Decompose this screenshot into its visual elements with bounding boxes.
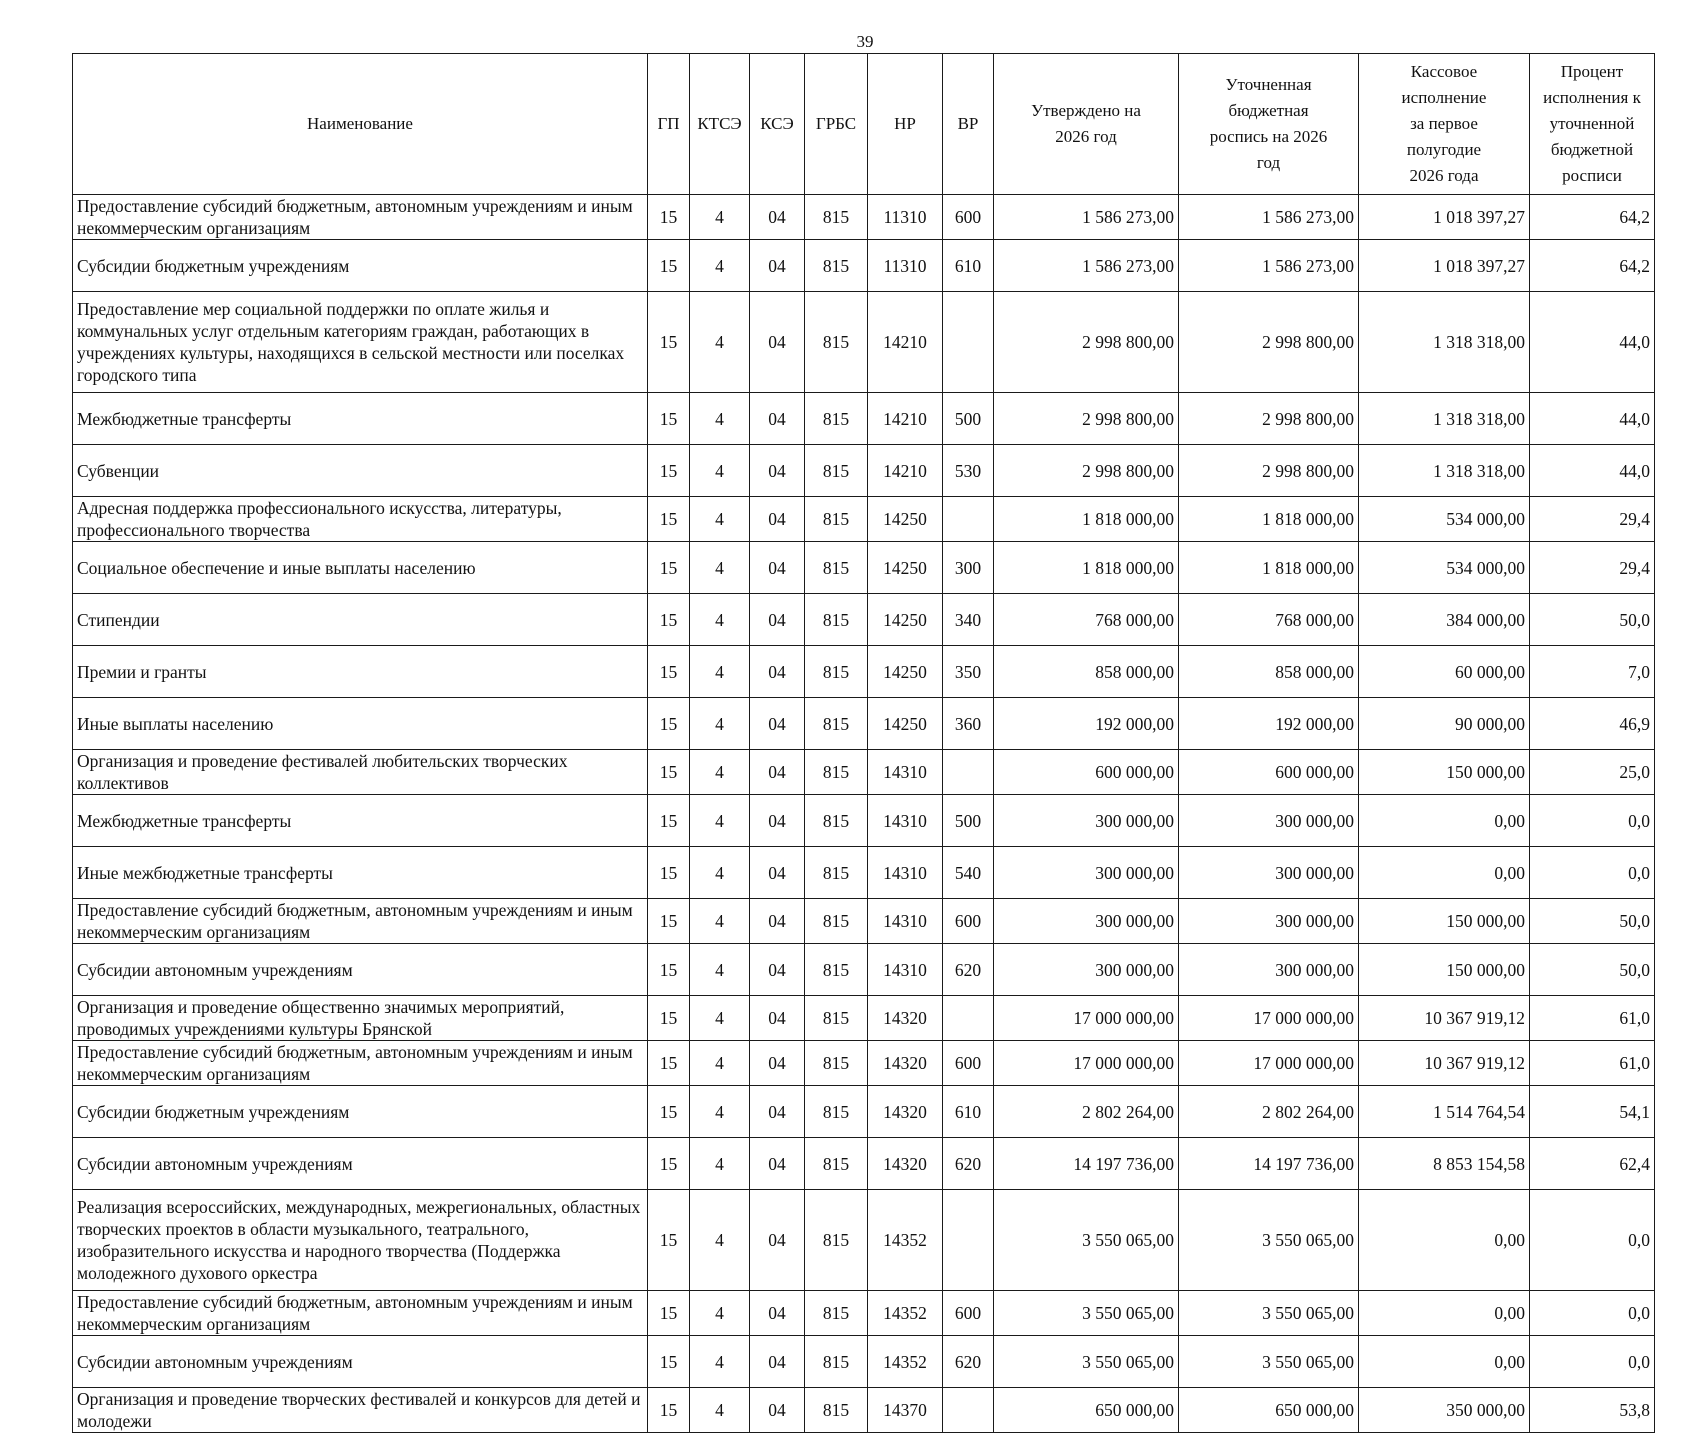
cell-np: 14310 <box>868 899 943 944</box>
cell-ktse: 4 <box>690 646 750 698</box>
cell-ktse: 4 <box>690 1041 750 1086</box>
cell-ktse: 4 <box>690 698 750 750</box>
cell-kse: 04 <box>750 393 805 445</box>
cell-vr <box>943 750 994 795</box>
cell-kse: 04 <box>750 542 805 594</box>
table-row <box>73 292 1655 393</box>
cell-ktse: 4 <box>690 1336 750 1388</box>
cell-percent: 0,0 <box>1530 1336 1655 1388</box>
cell-cash: 534 000,00 <box>1359 497 1530 542</box>
cell-ktse: 4 <box>690 445 750 497</box>
cell-ktse: 4 <box>690 1190 750 1291</box>
cell-ktse: 4 <box>690 1291 750 1336</box>
cell-percent: 61,0 <box>1530 996 1655 1041</box>
table-row <box>73 1190 1655 1291</box>
cell-grbs: 815 <box>805 542 868 594</box>
cell-name: Премии и гранты <box>73 646 648 698</box>
cell-gp: 15 <box>648 240 690 292</box>
cell-ktse: 4 <box>690 240 750 292</box>
table-row <box>73 750 1655 795</box>
header-kse: КСЭ <box>750 54 805 195</box>
cell-kse: 04 <box>750 698 805 750</box>
cell-grbs: 815 <box>805 646 868 698</box>
cell-ktse: 4 <box>690 847 750 899</box>
cell-refined: 2 802 264,00 <box>1179 1086 1359 1138</box>
cell-approved: 2 802 264,00 <box>994 1086 1179 1138</box>
header-vr: ВР <box>943 54 994 195</box>
cell-refined: 650 000,00 <box>1179 1388 1359 1433</box>
cell-kse: 04 <box>750 240 805 292</box>
header-np: НР <box>868 54 943 195</box>
cell-gp: 15 <box>648 497 690 542</box>
cell-np: 14370 <box>868 1388 943 1433</box>
cell-vr: 340 <box>943 594 994 646</box>
cell-gp: 15 <box>648 646 690 698</box>
cell-cash: 150 000,00 <box>1359 899 1530 944</box>
cell-refined: 768 000,00 <box>1179 594 1359 646</box>
cell-cash: 0,00 <box>1359 847 1530 899</box>
cell-approved: 768 000,00 <box>994 594 1179 646</box>
budget-table <box>72 53 1655 1433</box>
cell-percent: 25,0 <box>1530 750 1655 795</box>
table-row <box>73 996 1655 1041</box>
cell-np: 14320 <box>868 996 943 1041</box>
cell-np: 14210 <box>868 393 943 445</box>
cell-cash: 1 018 397,27 <box>1359 240 1530 292</box>
cell-vr: 500 <box>943 393 994 445</box>
cell-approved: 300 000,00 <box>994 847 1179 899</box>
cell-percent: 50,0 <box>1530 944 1655 996</box>
cell-gp: 15 <box>648 445 690 497</box>
cell-np: 14310 <box>868 944 943 996</box>
table-row <box>73 497 1655 542</box>
cell-cash: 150 000,00 <box>1359 750 1530 795</box>
cell-vr <box>943 996 994 1041</box>
table-row <box>73 240 1655 292</box>
cell-np: 11310 <box>868 195 943 240</box>
cell-cash: 1 514 764,54 <box>1359 1086 1530 1138</box>
cell-cash: 534 000,00 <box>1359 542 1530 594</box>
header-gp: ГП <box>648 54 690 195</box>
cell-np: 14250 <box>868 646 943 698</box>
cell-percent: 50,0 <box>1530 899 1655 944</box>
cell-percent: 46,9 <box>1530 698 1655 750</box>
cell-approved: 17 000 000,00 <box>994 1041 1179 1086</box>
cell-vr <box>943 292 994 393</box>
cell-name: Организация и проведение фестивалей любительских творческих коллективов <box>73 750 648 795</box>
cell-cash: 1 318 318,00 <box>1359 292 1530 393</box>
cell-kse: 04 <box>750 1291 805 1336</box>
cell-name: Адресная поддержка профессионального искусства, литературы, профессионального творчества <box>73 497 648 542</box>
header-approved: Утверждено на 2026 год <box>994 54 1179 195</box>
cell-vr <box>943 1190 994 1291</box>
cell-np: 14320 <box>868 1086 943 1138</box>
cell-refined: 300 000,00 <box>1179 795 1359 847</box>
table-row <box>73 195 1655 240</box>
cell-percent: 61,0 <box>1530 1041 1655 1086</box>
cell-cash: 0,00 <box>1359 1336 1530 1388</box>
cell-ktse: 4 <box>690 1086 750 1138</box>
cell-name: Реализация всероссийских, международных, межрегиональных, областных творческих проектов в области музыкального, театрального, изобразительного искусства и народного творчества (Поддержка молодежного духового оркестра <box>73 1190 648 1291</box>
cell-np: 14250 <box>868 497 943 542</box>
table-row <box>73 542 1655 594</box>
table-row <box>73 445 1655 497</box>
cell-kse: 04 <box>750 497 805 542</box>
cell-grbs: 815 <box>805 698 868 750</box>
cell-cash: 1 318 318,00 <box>1359 445 1530 497</box>
cell-vr: 540 <box>943 847 994 899</box>
cell-np: 14320 <box>868 1041 943 1086</box>
cell-np: 14310 <box>868 847 943 899</box>
cell-approved: 1 586 273,00 <box>994 240 1179 292</box>
table-row <box>73 646 1655 698</box>
cell-cash: 0,00 <box>1359 1291 1530 1336</box>
cell-np: 14250 <box>868 594 943 646</box>
cell-refined: 2 998 800,00 <box>1179 393 1359 445</box>
cell-name: Иные выплаты населению <box>73 698 648 750</box>
cell-ktse: 4 <box>690 795 750 847</box>
table-row <box>73 944 1655 996</box>
cell-name: Социальное обеспечение и иные выплаты населению <box>73 542 648 594</box>
cell-percent: 62,4 <box>1530 1138 1655 1190</box>
cell-grbs: 815 <box>805 292 868 393</box>
cell-approved: 600 000,00 <box>994 750 1179 795</box>
cell-gp: 15 <box>648 996 690 1041</box>
cell-approved: 1 586 273,00 <box>994 195 1179 240</box>
cell-vr: 610 <box>943 1086 994 1138</box>
cell-refined: 3 550 065,00 <box>1179 1336 1359 1388</box>
cell-vr: 610 <box>943 240 994 292</box>
cell-vr: 600 <box>943 899 994 944</box>
cell-percent: 64,2 <box>1530 195 1655 240</box>
cell-cash: 60 000,00 <box>1359 646 1530 698</box>
cell-ktse: 4 <box>690 393 750 445</box>
cell-ktse: 4 <box>690 497 750 542</box>
cell-approved: 17 000 000,00 <box>994 996 1179 1041</box>
table-row <box>73 698 1655 750</box>
cell-grbs: 815 <box>805 1291 868 1336</box>
cell-cash: 350 000,00 <box>1359 1388 1530 1433</box>
cell-vr: 350 <box>943 646 994 698</box>
cell-refined: 17 000 000,00 <box>1179 996 1359 1041</box>
cell-cash: 10 367 919,12 <box>1359 996 1530 1041</box>
cell-approved: 300 000,00 <box>994 899 1179 944</box>
cell-cash: 0,00 <box>1359 1190 1530 1291</box>
cell-kse: 04 <box>750 795 805 847</box>
cell-cash: 8 853 154,58 <box>1359 1138 1530 1190</box>
cell-grbs: 815 <box>805 750 868 795</box>
cell-vr: 360 <box>943 698 994 750</box>
cell-name: Межбюджетные трансферты <box>73 393 648 445</box>
cell-vr <box>943 497 994 542</box>
cell-kse: 04 <box>750 1138 805 1190</box>
cell-percent: 54,1 <box>1530 1086 1655 1138</box>
cell-vr: 600 <box>943 1041 994 1086</box>
cell-name: Субсидии бюджетным учреждениям <box>73 240 648 292</box>
cell-percent: 29,4 <box>1530 497 1655 542</box>
cell-gp: 15 <box>648 795 690 847</box>
cell-ktse: 4 <box>690 1388 750 1433</box>
cell-grbs: 815 <box>805 1190 868 1291</box>
cell-approved: 300 000,00 <box>994 944 1179 996</box>
table-row <box>73 1291 1655 1336</box>
cell-vr: 620 <box>943 1336 994 1388</box>
cell-approved: 2 998 800,00 <box>994 393 1179 445</box>
cell-approved: 3 550 065,00 <box>994 1336 1179 1388</box>
cell-grbs: 815 <box>805 996 868 1041</box>
cell-grbs: 815 <box>805 1388 868 1433</box>
cell-approved: 3 550 065,00 <box>994 1291 1179 1336</box>
cell-grbs: 815 <box>805 195 868 240</box>
cell-np: 14250 <box>868 698 943 750</box>
cell-kse: 04 <box>750 1388 805 1433</box>
table-row <box>73 594 1655 646</box>
cell-name: Предоставление субсидий бюджетным, автономным учреждениям и иным некоммерческим организациям <box>73 195 648 240</box>
cell-kse: 04 <box>750 292 805 393</box>
cell-refined: 192 000,00 <box>1179 698 1359 750</box>
cell-vr: 620 <box>943 1138 994 1190</box>
cell-percent: 0,0 <box>1530 1291 1655 1336</box>
cell-gp: 15 <box>648 1138 690 1190</box>
cell-cash: 384 000,00 <box>1359 594 1530 646</box>
cell-gp: 15 <box>648 292 690 393</box>
cell-name: Иные межбюджетные трансферты <box>73 847 648 899</box>
cell-gp: 15 <box>648 1291 690 1336</box>
cell-grbs: 815 <box>805 795 868 847</box>
cell-kse: 04 <box>750 996 805 1041</box>
cell-np: 14320 <box>868 1138 943 1190</box>
header-percent: Процент исполнения к уточненной бюджетной росписи <box>1530 54 1655 195</box>
cell-percent: 64,2 <box>1530 240 1655 292</box>
cell-kse: 04 <box>750 1041 805 1086</box>
header-ktse: КТСЭ <box>690 54 750 195</box>
cell-kse: 04 <box>750 646 805 698</box>
cell-percent: 44,0 <box>1530 393 1655 445</box>
cell-vr <box>943 1388 994 1433</box>
cell-grbs: 815 <box>805 240 868 292</box>
cell-ktse: 4 <box>690 195 750 240</box>
cell-gp: 15 <box>648 847 690 899</box>
cell-vr: 300 <box>943 542 994 594</box>
cell-ktse: 4 <box>690 750 750 795</box>
cell-np: 14352 <box>868 1336 943 1388</box>
cell-kse: 04 <box>750 195 805 240</box>
cell-refined: 1 586 273,00 <box>1179 195 1359 240</box>
cell-kse: 04 <box>750 899 805 944</box>
cell-gp: 15 <box>648 698 690 750</box>
cell-grbs: 815 <box>805 1041 868 1086</box>
cell-approved: 2 998 800,00 <box>994 445 1179 497</box>
cell-gp: 15 <box>648 594 690 646</box>
cell-grbs: 815 <box>805 594 868 646</box>
cell-gp: 15 <box>648 1336 690 1388</box>
cell-approved: 1 818 000,00 <box>994 542 1179 594</box>
cell-grbs: 815 <box>805 1336 868 1388</box>
cell-np: 14352 <box>868 1291 943 1336</box>
cell-cash: 10 367 919,12 <box>1359 1041 1530 1086</box>
cell-name: Субсидии автономным учреждениям <box>73 944 648 996</box>
cell-np: 11310 <box>868 240 943 292</box>
cell-vr: 530 <box>943 445 994 497</box>
cell-refined: 600 000,00 <box>1179 750 1359 795</box>
table-row <box>73 393 1655 445</box>
cell-np: 14352 <box>868 1190 943 1291</box>
cell-refined: 1 586 273,00 <box>1179 240 1359 292</box>
cell-name: Предоставление субсидий бюджетным, автономным учреждениям и иным некоммерческим организациям <box>73 899 648 944</box>
cell-refined: 858 000,00 <box>1179 646 1359 698</box>
cell-np: 14250 <box>868 542 943 594</box>
cell-name: Предоставление субсидий бюджетным, автономным учреждениям и иным некоммерческим организациям <box>73 1291 648 1336</box>
cell-refined: 17 000 000,00 <box>1179 1041 1359 1086</box>
cell-grbs: 815 <box>805 944 868 996</box>
cell-gp: 15 <box>648 1086 690 1138</box>
cell-grbs: 815 <box>805 497 868 542</box>
cell-gp: 15 <box>648 195 690 240</box>
cell-approved: 1 818 000,00 <box>994 497 1179 542</box>
cell-ktse: 4 <box>690 899 750 944</box>
cell-name: Организация и проведение творческих фестивалей и конкурсов для детей и молодежи <box>73 1388 648 1433</box>
cell-percent: 7,0 <box>1530 646 1655 698</box>
cell-np: 14310 <box>868 795 943 847</box>
cell-refined: 2 998 800,00 <box>1179 445 1359 497</box>
cell-refined: 1 818 000,00 <box>1179 497 1359 542</box>
table-row <box>73 899 1655 944</box>
table-row <box>73 1041 1655 1086</box>
cell-grbs: 815 <box>805 393 868 445</box>
table-row <box>73 795 1655 847</box>
cell-cash: 1 318 318,00 <box>1359 393 1530 445</box>
cell-gp: 15 <box>648 750 690 795</box>
cell-refined: 300 000,00 <box>1179 899 1359 944</box>
cell-kse: 04 <box>750 445 805 497</box>
cell-name: Стипендии <box>73 594 648 646</box>
cell-kse: 04 <box>750 1086 805 1138</box>
cell-name: Организация и проведение общественно значимых мероприятий, проводимых учреждениями культуры Брянской <box>73 996 648 1041</box>
cell-gp: 15 <box>648 899 690 944</box>
cell-np: 14210 <box>868 445 943 497</box>
cell-refined: 3 550 065,00 <box>1179 1190 1359 1291</box>
header-refined: Уточненная бюджетная роспись на 2026 год <box>1179 54 1359 195</box>
cell-gp: 15 <box>648 944 690 996</box>
page-number: 39 <box>856 32 874 51</box>
cell-ktse: 4 <box>690 292 750 393</box>
cell-gp: 15 <box>648 542 690 594</box>
cell-cash: 1 018 397,27 <box>1359 195 1530 240</box>
cell-ktse: 4 <box>690 944 750 996</box>
cell-approved: 858 000,00 <box>994 646 1179 698</box>
cell-kse: 04 <box>750 1190 805 1291</box>
cell-percent: 29,4 <box>1530 542 1655 594</box>
cell-approved: 192 000,00 <box>994 698 1179 750</box>
cell-cash: 150 000,00 <box>1359 944 1530 996</box>
cell-percent: 50,0 <box>1530 594 1655 646</box>
cell-refined: 300 000,00 <box>1179 847 1359 899</box>
cell-grbs: 815 <box>805 899 868 944</box>
cell-kse: 04 <box>750 750 805 795</box>
cell-np: 14310 <box>868 750 943 795</box>
cell-grbs: 815 <box>805 1086 868 1138</box>
table-row <box>73 847 1655 899</box>
cell-refined: 3 550 065,00 <box>1179 1291 1359 1336</box>
cell-refined: 14 197 736,00 <box>1179 1138 1359 1190</box>
cell-approved: 3 550 065,00 <box>994 1190 1179 1291</box>
cell-cash: 0,00 <box>1359 795 1530 847</box>
table-row <box>73 1388 1655 1433</box>
cell-percent: 44,0 <box>1530 445 1655 497</box>
cell-approved: 650 000,00 <box>994 1388 1179 1433</box>
header-name: Наименование <box>73 54 648 195</box>
cell-name: Межбюджетные трансферты <box>73 795 648 847</box>
cell-ktse: 4 <box>690 594 750 646</box>
cell-name: Субсидии автономным учреждениям <box>73 1138 648 1190</box>
cell-name: Субсидии автономным учреждениям <box>73 1336 648 1388</box>
cell-ktse: 4 <box>690 996 750 1041</box>
cell-approved: 2 998 800,00 <box>994 292 1179 393</box>
cell-np: 14210 <box>868 292 943 393</box>
cell-cash: 90 000,00 <box>1359 698 1530 750</box>
cell-approved: 14 197 736,00 <box>994 1138 1179 1190</box>
cell-gp: 15 <box>648 1388 690 1433</box>
table-row <box>73 1336 1655 1388</box>
cell-gp: 15 <box>648 1041 690 1086</box>
table-row <box>73 1138 1655 1190</box>
cell-grbs: 815 <box>805 847 868 899</box>
cell-vr: 620 <box>943 944 994 996</box>
cell-grbs: 815 <box>805 1138 868 1190</box>
cell-vr: 500 <box>943 795 994 847</box>
cell-approved: 300 000,00 <box>994 795 1179 847</box>
cell-grbs: 815 <box>805 445 868 497</box>
table-row <box>73 1086 1655 1138</box>
cell-kse: 04 <box>750 1336 805 1388</box>
cell-percent: 0,0 <box>1530 795 1655 847</box>
cell-name: Субвенции <box>73 445 648 497</box>
cell-vr: 600 <box>943 195 994 240</box>
header-cash: Кассовое исполнение за первое полугодие 2026 года <box>1359 54 1530 195</box>
cell-gp: 15 <box>648 393 690 445</box>
cell-refined: 2 998 800,00 <box>1179 292 1359 393</box>
cell-kse: 04 <box>750 594 805 646</box>
cell-vr: 600 <box>943 1291 994 1336</box>
cell-name: Субсидии бюджетным учреждениям <box>73 1086 648 1138</box>
cell-refined: 300 000,00 <box>1179 944 1359 996</box>
cell-name: Предоставление мер социальной поддержки по оплате жилья и коммунальных услуг отдельным категориям граждан, работающих в учреждениях культуры, находящихся в сельской местности или поселках городского типа <box>73 292 648 393</box>
cell-name: Предоставление субсидий бюджетным, автономным учреждениям и иным некоммерческим организациям <box>73 1041 648 1086</box>
cell-percent: 0,0 <box>1530 847 1655 899</box>
header-grbs: ГРБС <box>805 54 868 195</box>
cell-percent: 0,0 <box>1530 1190 1655 1291</box>
table-body <box>73 195 1655 1433</box>
cell-gp: 15 <box>648 1190 690 1291</box>
header-row <box>73 54 1655 195</box>
cell-percent: 44,0 <box>1530 292 1655 393</box>
cell-kse: 04 <box>750 944 805 996</box>
cell-ktse: 4 <box>690 1138 750 1190</box>
cell-kse: 04 <box>750 847 805 899</box>
cell-percent: 53,8 <box>1530 1388 1655 1433</box>
cell-refined: 1 818 000,00 <box>1179 542 1359 594</box>
cell-ktse: 4 <box>690 542 750 594</box>
